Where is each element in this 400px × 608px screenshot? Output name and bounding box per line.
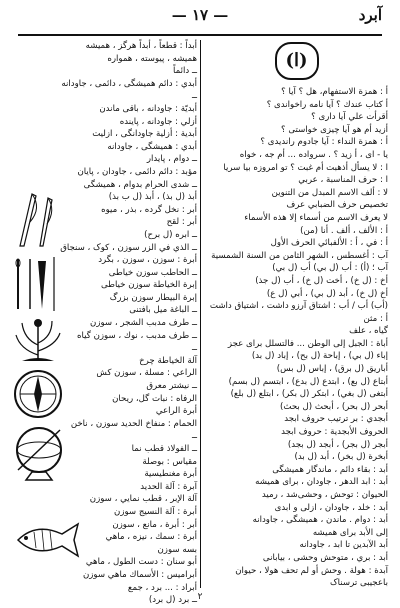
entry-line: أبد الآبدين تا ابد ، جاودانه: [299, 540, 388, 551]
entry-line: أبدي : همیشگی ، جاودانه: [107, 141, 197, 152]
entry-line: مقياس : بوصلة: [142, 456, 197, 467]
feather-pens-illustration: [12, 188, 56, 248]
entry-line: أ كتاب عندك ؟ آیا نامه راخواندی ؟: [266, 99, 388, 110]
entry-line: أبداً : قطعاً ، أبداً هرگز ، همیشه: [85, 41, 197, 51]
entry-line: أبراد : ... برد ، جمع: [127, 582, 197, 593]
entry-line: ــ برد (ل برد): [148, 595, 197, 606]
entry-line: ــ دوام ، پایدار: [146, 154, 197, 165]
entry-line: يا - ای ، أ زید ؟ . سرواده ... أم جه ، خواه: [239, 149, 388, 160]
entry-line: أبتاع (ل بع) ، ابتدع (ل بدع) ، ابتسم (ل بسم): [228, 376, 388, 387]
gyroscope-illustration: [12, 424, 66, 484]
entry-line: أبر : نخل گرده ، بذر ، میوه: [101, 204, 197, 215]
entry-line: أ : همزة الاستفهام، هل ؟ آیا ؟: [281, 87, 388, 97]
entry-line: إلى الأبد برای همیشه: [312, 527, 388, 538]
header-word: آبرد: [358, 6, 382, 24]
entry-line: ــ الذي في الزر سوزن ، کوک ، سنجاق: [60, 242, 197, 253]
compass-illustration: [12, 368, 64, 420]
entry-line: مؤبد : دائم دائمی ، جاودان ، پایان: [77, 166, 197, 177]
entry-line: آب : أغسطس ، الشهر الثامن من السنة الشمسية: [211, 250, 388, 261]
entry-line: باعجیبی ترسناک: [329, 578, 388, 589]
entry-line: آلة الخياطة چرخ: [139, 355, 197, 366]
page-footer: ٢: [197, 592, 203, 602]
entry-line: أبجر (ل بجر) ، أبجد (ل بجد): [287, 439, 388, 450]
entry-line: أبديّة : جاودانه ، باقی ماندن: [99, 103, 197, 114]
entry-line: ا : لا يسأل أذهبت أم غبت ؟ تو امروزه بیا سریا: [223, 162, 388, 173]
entry-line: ــ طرف مدبب ، نوك ، سوزن گیاه: [77, 330, 197, 341]
page-number: — ١٧ —: [171, 6, 229, 24]
entry-line: أبذ (ل بذ) ، أبذ (ل ب بذ): [108, 192, 197, 203]
entry-line: أ : الألف ، ألف . أنا (من): [300, 225, 388, 236]
running-header: [18, 6, 382, 30]
entry-line: الرفاه : نبات گل، ریحان: [112, 393, 197, 404]
entry-line: أبتغى (ل بغي) ، ابتكر (ل بكر) ، ابتلع (ل بلع): [230, 389, 388, 400]
entry-line: أبد : خلد ، جاودان ، ازلی و ابدی: [274, 502, 388, 513]
entry-line: إباء (ل بي) ، إباحة (ل بح) ، إباد (ل بد): [251, 351, 388, 362]
column-divider: [200, 40, 201, 588]
entry-line: أ : مثن: [363, 313, 388, 324]
entry-line: أبجدي : بر ترتیب حروف ابجد: [284, 414, 388, 425]
entry-line: أبد : دوام . ماندن ، همیشگی ، جاودانه: [252, 515, 388, 526]
entry-line: ــ ابره (ل برح): [144, 229, 197, 240]
entry-line: أبدية : أزلية جاودانگی ، ازلیت: [92, 129, 197, 140]
entry-line: همیشه ، پیوسته ، همواره: [107, 53, 197, 64]
entry-line: الراعي : مسلة ، سوزن کش: [96, 368, 197, 379]
entry-line: إبرة الخياطة سوزن خیاطی: [100, 280, 197, 291]
entry-line: ــ: [191, 343, 197, 354]
entry-line: بسه سوزن: [157, 544, 197, 555]
entry-line: گیاه ، علف: [349, 326, 388, 337]
entry-line: أبد : بري ، متوحش وحشی ، بیابانی: [262, 552, 388, 563]
entry-line: أخ (ل خ) ، أبد (ل بي) ، أبي (ل ع): [266, 288, 388, 299]
entry-line: آلة الإبر ، قطب نمايي ، سوزن: [89, 494, 197, 505]
entry-line: ــ الحاطب سوزن خیاطی: [108, 267, 197, 278]
entry-line: أبدي : دائم همیشگی ، دائمی ، جاودانه: [61, 78, 197, 89]
entry-line: ا : حرف المناسبة ، عربي: [298, 175, 388, 186]
needles-illustration: [12, 255, 60, 313]
entry-line: آب ؛ (أ) : أب (ل بي) أب (ل بي): [272, 263, 388, 274]
entry-line: ــ الباغة میل بافتنی: [129, 305, 197, 316]
entry-line: أ : همزة النداء : آیا جادوم راندیدی ؟: [260, 137, 388, 148]
entry-line: ــ دائماً: [173, 66, 197, 77]
entry-line: الحيوان : توحش ، وحشی‌شد ، رمید: [261, 490, 388, 500]
entry-line: أبرة : آلة النسيج سوزن: [114, 506, 197, 517]
entry-line: لا : ألف الاسم المبدل من التنوين: [271, 187, 388, 198]
entry-line: أبرة : سوزن ، سوزن ، بگرد: [98, 255, 197, 266]
entry-line: آبدة : هولة . وحش أو لم تحف هولا ، حيوان: [235, 565, 388, 576]
entry-line: ــ: [191, 431, 197, 442]
entry-line: ــ طرف مدبب الشجر ، سوزن: [90, 318, 197, 329]
entry-line: لا يعرف الاسم من أسماء إلا هذه الأسماء: [244, 212, 388, 223]
entry-line: أبر : أبرة ، مانع ، سوزن: [112, 519, 197, 530]
entry-line: ــ الفولاذ قطب نما: [131, 444, 197, 454]
header-rule: [18, 34, 382, 36]
entry-line: إبرة البيطار سوزن بزرگ: [109, 292, 197, 303]
entry-line: أبرة الراعي: [155, 406, 197, 417]
right-column-entries: [205, 86, 388, 590]
entry-line: أبراميس : الأسماك ماهي سوزن: [82, 569, 197, 580]
entry-line: أ : في ، أ : الألفبائي الحرف الأول: [270, 238, 388, 249]
fish-illustration: [12, 520, 82, 560]
section-letter-box: (ا): [275, 42, 319, 80]
plant-illustration: [12, 315, 64, 363]
entry-line: الحمام : منفاخ الحديد سوزن ، ناخن: [70, 418, 197, 429]
entry-line: أبرة مغنطيسية: [144, 469, 197, 480]
entry-line: أبد : بقاء دائم ، ماندگار همیشگی: [272, 464, 388, 475]
entry-line: أبد : ابد الدهر ، جاودان ، برای همیشه: [255, 477, 388, 488]
entry-line: تخصیص حرف الضبابي عرف: [286, 200, 388, 211]
entry-line: ــ: [191, 91, 197, 102]
entry-line: أبرة : سمك ، نيزه ، ماهي: [105, 532, 197, 543]
entry-line: أقرأت علي آیا داری ؟: [311, 112, 388, 123]
entry-line: ــ نيشتر معرق: [146, 381, 197, 392]
entry-line: (أب) أب / أب : اشتاق آرزو داشت ، اشتیاق داشت: [209, 301, 388, 312]
entry-line: آبرة : آلة الحديد: [140, 481, 197, 492]
entry-line: أزلي : جاودانه ، پاینده: [119, 116, 197, 127]
entry-line: أزيد أم هو آیا چیزی خواستی ؟: [281, 124, 388, 135]
entry-line: أخ : (ل خ) ، أخت (ل خ) ، أب (ل جذ): [255, 275, 388, 286]
entry-line: أبر : لقح: [166, 217, 197, 228]
entry-line: أباريق (ل برق) ، إباس (ل بس): [276, 364, 388, 375]
entry-line: أباة : الجبل إلى الوطن ... فالتسلل برای عجز: [227, 338, 388, 349]
entry-line: الحروف الأبجدية : حروف ابجد: [281, 427, 388, 438]
entry-line: أبو سنان : دست الطول ، ماهي: [85, 557, 197, 568]
entry-line: ــ شدى الحرام بدوام ، همیشگی: [83, 179, 197, 190]
right-column: [205, 40, 388, 595]
entry-line: أبخرة (ل بخر) ، أبد (ل بد): [294, 452, 388, 463]
entry-line: أبحر (ل بحر) ، أبحث (ل بحث): [280, 401, 388, 412]
